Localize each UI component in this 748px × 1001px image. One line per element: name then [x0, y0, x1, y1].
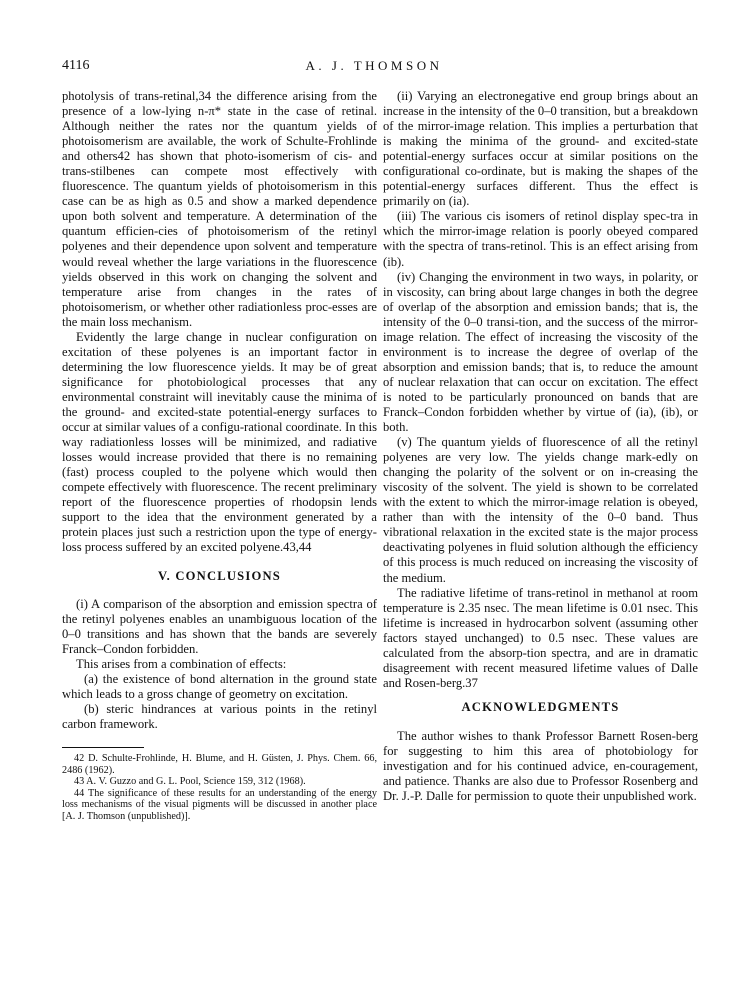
- paragraph-acknowledgments: The author wishes to thank Professor Barnett Rosen-berg for suggesting to him this area of photobiology for investigation and for his continued advice, en-couragement, and patience. Thanks are also due to Professor Rosenberg and Dr. J.-P. Dalle for permission to quote their unpublished work.: [383, 728, 698, 804]
- conclusion-ii: (ii) Varying an electronegative end group brings about an increase in the intensity of the 0–0 transition, but a breakdown of the mirror-image relation. This implies a perturbation that is making the minima of the ground- and excited-state potential-energy surfaces occur at similar positions on the configurational co-ordinate, but is making the shapes of the potential-energy surfaces different. Thus the effect is primarily on (ia).: [383, 89, 698, 209]
- left-column: [62, 89, 377, 822]
- footnote-44: 44 The significance of these results for an understanding of the energy loss mechanisms of the visual pigments will be discussed in another place [A. J. Thomson (unpublished)].: [62, 787, 377, 822]
- footnote-43: 43 A. V. Guzzo and G. L. Pool, Science 159, 312 (1968).: [74, 776, 306, 788]
- paragraph-nuclear-configuration: Evidently the large change in nuclear configuration on excitation of these polyenes is an important factor in determining the low fluorescence yields. It may be of great significance for photobiological processes that any environmental constraint will inevitably cause the minima of the ground- and excited-state potential-energy surfaces to occur at similar values of a configu-rational coordinate. In this way radiationless losses will be minimized, and radiative losses would increase provided that there is no remaining (fast) process coupled to the polyene which would then compete effectively with fluorescence. The recent preliminary report of the fluorescence properties of rhodopsin lends support to the idea that the environment generated by a protein places just such a restriction upon the type of energy-loss process suffered by an excited polyene.43,44: [62, 329, 377, 555]
- conclusion-v: (v) The quantum yields of fluorescence of all the retinyl polyenes are very low. The yields change mark-edly on changing the polarity of the solvent or on in-creasing the viscosity of the solvent. The yield is shown to be correlated with the extent to which the mirror-image relation is obeyed, rather than with the intensity of the 0–0 band. Thus vibrational relaxation in the excited state is the major process deactivating polyenes in fluid solution although the efficiency of this process is much reduced on increasing the viscosity of the medium.: [383, 435, 698, 585]
- conclusion-iv: (iv) Changing the environment in two ways, in polarity, or in viscosity, can bring about large changes in both the degree of overlap of the absorption and emission bands; that is, the intensity of the 0–0 transi-tion, and the success of the mirror-image relation. The effect of increasing the viscosity of the environment is to increase the degree of overlap of the absorption and emission bands; that is, to reduce the amount of nuclear relaxation that can occur on excitation. The effect is noted to be particularly pronounced on bands that are Franck–Condon forbidden whether by virtue of (ia), (ib), or both.: [383, 269, 698, 435]
- paragraph-photoisomerism: photolysis of trans-retinal,34 the difference arising from the presence of a low-lying n-π* state in the case of retinal. Although neither the rates nor the quantum yields of photoisomerism are available, the work of Schulte-Frohlinde and others42 has shown that photo-isomerism of cis- and trans-stilbenes can compete most effectively with fluorescence. The quantum yields of photoisomerism in this case can be as high as 0.5 and show a marked dependence upon both solvent and temperature. A determination of the quantum efficien-cies of photoisomerism of the retinyl polyenes and their dependence upon solvent and temperature would reveal whether the large variations in the fluorescence yields observed in this work on changing the solvent and temperature arise from changes in the rates of photoisomerism, or whether other radiationless proc-esses are the main loss mechanism.: [62, 89, 377, 329]
- conclusion-a: (a) the existence of bond alternation in the ground state which leads to a gross change of geometry on excitation.: [62, 671, 377, 701]
- running-header-author: A. J. THOMSON: [305, 58, 443, 73]
- right-column: [383, 89, 698, 804]
- conclusion-effects-intro: This arises from a combination of effects:: [76, 656, 287, 671]
- page-number: 4116: [62, 58, 90, 73]
- footnote-divider: [62, 747, 144, 748]
- section-heading-acknowledgments: ACKNOWLEDGMENTS: [461, 699, 620, 714]
- conclusion-b: (b) steric hindrances at various points in the retinyl carbon framework.: [62, 701, 377, 731]
- footnotes: [62, 753, 377, 823]
- conclusion-i: (i) A comparison of the absorption and emission spectra of the retinyl polyenes enables an unambiguous location of the 0–0 transitions and has shown that the bands are severely Franck–Condon forbidden.: [62, 596, 377, 656]
- paragraph-radiative-lifetime: The radiative lifetime of trans-retinol in methanol at room temperature is 2.35 nsec. The mean lifetime is 0.01 nsec. This lifetime is increased in hydrocarbon solvent (assuming other factors stayed unchanged) to 0.5 nsec. These values are calculated from the absorp-tion spectra, and are in dramatic disagreement with recent measured lifetime values of Dalle and Rosen-berg.37: [383, 585, 698, 690]
- conclusion-iii: (iii) The various cis isomers of retinol display spec-tra in which the mirror-image relation is poorly obeyed compared with the spectra of trans-retinol. This is an effect arising from (ib).: [383, 209, 698, 269]
- section-heading-conclusions: V. CONCLUSIONS: [158, 569, 281, 584]
- footnote-42: 42 D. Schulte-Frohlinde, H. Blume, and H. Güsten, J. Phys. Chem. 66, 2486 (1962).: [62, 752, 377, 776]
